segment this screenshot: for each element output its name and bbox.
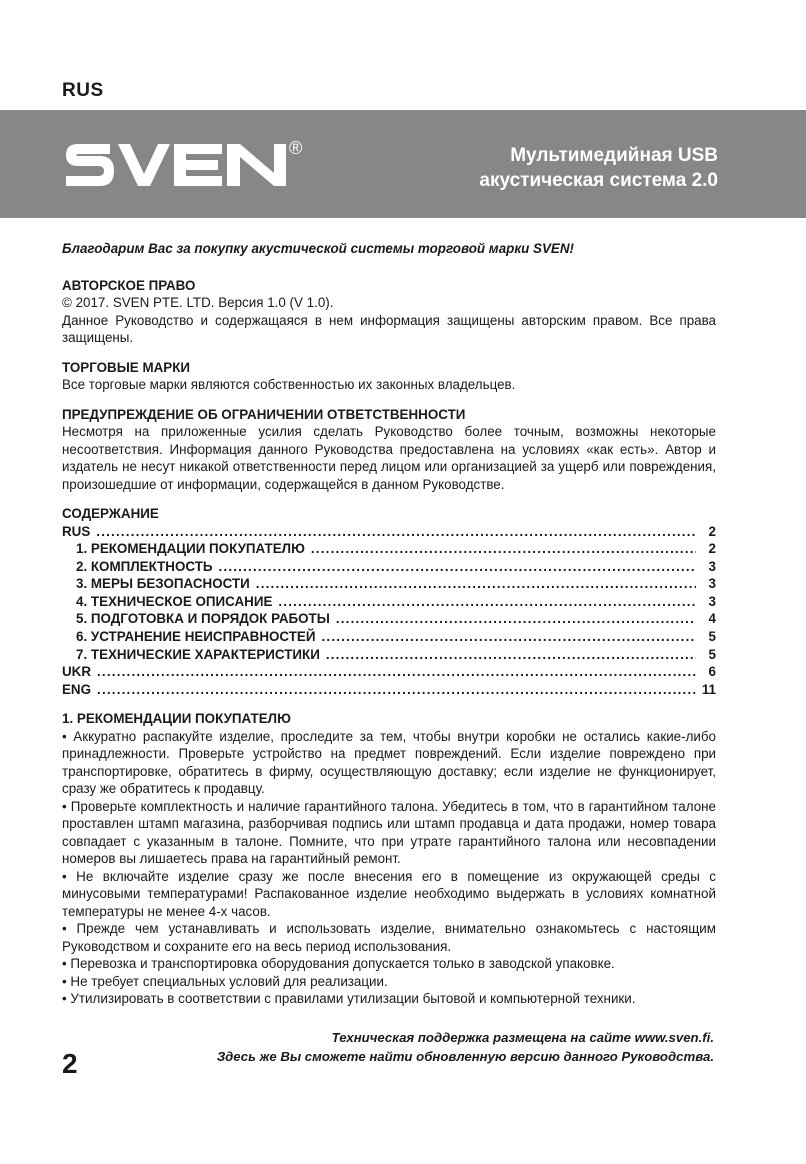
bullet-item: • Проверьте комплектность и наличие гарантийного талона. Убедитесь в том, что в гарантийном талоне проставлен штамп магазина, разборчивая подпись или штамп продавца и дата продажи, номер товара совпадает с указанным в талоне. Помните, что при утрате гарантийного талона или несовпадении номеров вы лишаетесь права на гарантийный ремонт.	[62, 798, 716, 867]
copyright-text: Данное Руководство и содержащаяся в нем информация защищены авторским правом. Все права защищены.	[62, 312, 716, 345]
bullet-item: • Не включайте изделие сразу же после внесения его в помещение из окружающей среды с минусовыми температурами! Распакованное изделие необходимо выдержать в условиях комнатной температуры не менее 4-х часов.	[62, 868, 716, 919]
toc-item[interactable]: 2. КОМПЛЕКТНОСТЬ ..... 3	[62, 558, 716, 576]
disclaimer-text: Несмотря на приложенные усилия сделать Руководство более точным, возможны некоторые несоответствия. Информация данного Руководства предоставлена на условиях «как есть». Автор и издатель не несут никакой ответственности перед лицом или организацией за ущерб или повреждения, произошедшие от информации, содержащейся в данном Руководстве.	[62, 424, 716, 492]
disclaimer-section	[62, 406, 716, 494]
bullet-item: • Утилизировать в соответствии с правилами утилизации бытовой и компьютерной техники.	[62, 991, 636, 1007]
toc-item[interactable]: RUS ..... 2	[62, 523, 716, 541]
toc-list	[62, 523, 716, 699]
toc-item[interactable]: 6. УСТРАНЕНИЕ НЕИСПРАВНОСТЕЙ ..... 5	[62, 628, 716, 646]
copyright-line: © 2017. SVEN PTE. LTD. Версия 1.0 (V 1.0).	[62, 295, 334, 310]
copyright-section	[62, 277, 716, 347]
toc-item[interactable]: UKR ..... 6	[62, 663, 716, 681]
toc-item[interactable]: ENG ..... 11	[62, 681, 716, 699]
toc-item[interactable]: 4. ТЕХНИЧЕСКОЕ ОПИСАНИЕ ..... 3	[62, 593, 716, 611]
support-note-line2: Здесь же Вы сможете найти обновленную версию данного Руководства.	[216, 1049, 714, 1064]
trademarks-section	[62, 359, 716, 394]
bullet-item: • Не требует специальных условий для реализации.	[62, 973, 388, 989]
page-number: 2	[62, 1048, 77, 1079]
toc-item[interactable]: 3. МЕРЫ БЕЗОПАСНОСТИ ..... 3	[62, 575, 716, 593]
recommendations-heading: 1. РЕКОМЕНДАЦИИ ПОКУПАТЕЛЮ	[62, 711, 291, 727]
toc-section	[62, 505, 716, 698]
product-title-line2: акустическая система 2.0	[479, 170, 718, 191]
bullet-item: • Перевозка и транспортировка оборудования допускается только в заводской упаковке.	[62, 956, 615, 972]
trademarks-text: Все торговые марки являются собственностью их законных владельцев.	[62, 377, 516, 392]
disclaimer-heading: ПРЕДУПРЕЖДЕНИЕ ОБ ОГРАНИЧЕНИИ ОТВЕТСТВЕННОСТИ	[62, 406, 466, 422]
manual-content	[62, 240, 716, 1020]
product-title-line1: Мультимедийная USB	[510, 145, 718, 166]
support-note-line1: Техническая поддержка размещена на сайте www.sven.fi.	[331, 1030, 714, 1045]
copyright-heading: АВТОРСКОЕ ПРАВО	[62, 277, 196, 293]
support-note	[217, 1028, 714, 1066]
bullet-item: • Прежде чем устанавливать и использовать изделие, внимательно ознакомьтесь с настоящим Руководством и сохраните его на весь период использования.	[62, 921, 716, 954]
product-title	[479, 143, 718, 193]
bullet-item: • Аккуратно распакуйте изделие, проследите за тем, чтобы внутри коробки не остались какие-либо принадлежности. Проверьте устройство на предмет повреждений. Если изделие повреждено при транспортировке, обратитесь в фирму, осуществляющую доставку; если изделие не функционирует, сразу же обратитесь к продавцу.	[62, 728, 716, 797]
language-label: RUS	[62, 80, 104, 101]
thanks-line: Благодарим Вас за покупку акустической системы торговой марки SVEN!	[62, 241, 574, 256]
toc-item[interactable]: 5. ПОДГОТОВКА И ПОРЯДОК РАБОТЫ ..... 4	[62, 610, 716, 628]
registered-mark: ®	[289, 138, 303, 158]
toc-item[interactable]: 1. РЕКОМЕНДАЦИИ ПОКУПАТЕЛЮ ..... 2	[62, 540, 716, 558]
trademarks-heading: ТОРГОВЫЕ МАРКИ	[62, 359, 191, 375]
toc-heading: СОДЕРЖАНИЕ	[62, 506, 159, 521]
recommendations-section	[62, 710, 716, 1008]
toc-item[interactable]: 7. ТЕХНИЧЕСКИЕ ХАРАКТЕРИСТИКИ ..... 5	[62, 646, 716, 664]
sven-logo	[64, 140, 289, 190]
